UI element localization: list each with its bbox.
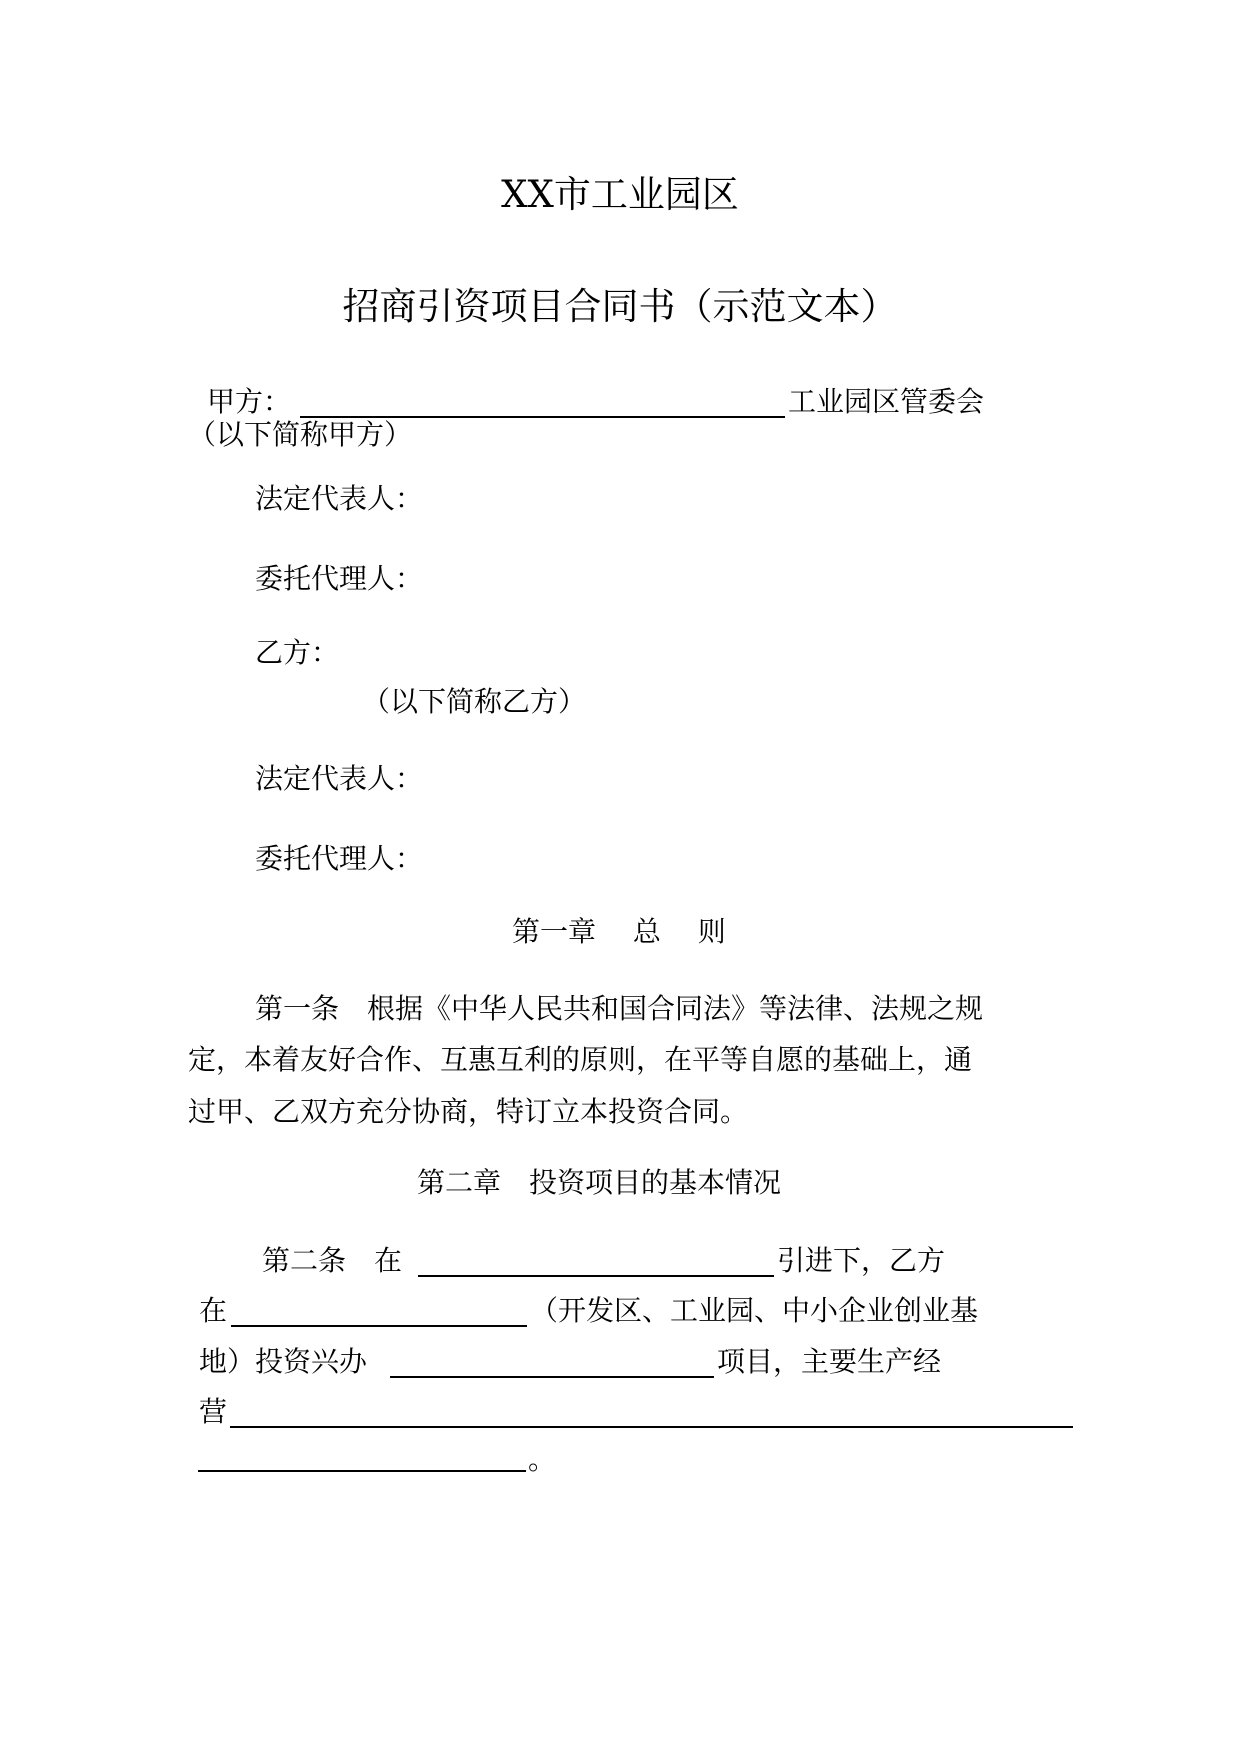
party-a-suffix: 工业园区管委会 <box>788 385 985 418</box>
article1-line3: 过甲、乙双方充分协商，特订立本投资合同。 <box>188 1095 749 1128</box>
article1-line1: 第一条 根据《中华人民共和国合同法》等法律、法规之规 <box>255 992 984 1025</box>
article2-text-g: 营 <box>199 1395 228 1428</box>
party-a-note: （以下简称甲方） <box>188 418 413 451</box>
party-a-label: 甲方： <box>207 385 292 418</box>
article2-text-e: 地）投资兴办 <box>199 1345 368 1378</box>
party-a-agent: 委托代理人： <box>255 562 424 595</box>
article2-text-d: （开发区、工业园、中小企业创业基 <box>530 1294 979 1327</box>
chapter2-heading: 第二章 投资项目的基本情况 <box>417 1166 782 1199</box>
article2-text-b: 引进下，乙方 <box>777 1244 946 1277</box>
article2-text-c: 在 <box>199 1294 228 1327</box>
article2-blank-line-2 <box>231 1325 527 1327</box>
party-a-legal-rep: 法定代表人： <box>255 482 424 515</box>
article1-line2: 定，本着友好合作、互惠互利的原则，在平等自愿的基础上，通 <box>188 1043 973 1076</box>
party-b-agent: 委托代理人： <box>255 842 424 875</box>
article2-blank-line-1 <box>418 1275 774 1277</box>
article2-text-f: 项目，主要生产经 <box>717 1345 942 1378</box>
article2-blank-line-4 <box>230 1426 1073 1428</box>
article2-blank-line-3 <box>390 1376 714 1378</box>
article2-end: 。 <box>528 1443 557 1476</box>
article2-text-a: 第二条 在 <box>262 1244 403 1277</box>
party-b-label: 乙方： <box>255 636 340 669</box>
article2-blank-line-5 <box>198 1470 526 1472</box>
party-b-note: （以下简称乙方） <box>362 685 587 718</box>
document-title-line1: XX市工业园区 <box>501 173 739 216</box>
document-title-line2: 招商引资项目合同书（示范文本） <box>342 285 898 328</box>
party-b-legal-rep: 法定代表人： <box>255 762 424 795</box>
chapter1-heading: 第一章 总 则 <box>512 915 726 948</box>
